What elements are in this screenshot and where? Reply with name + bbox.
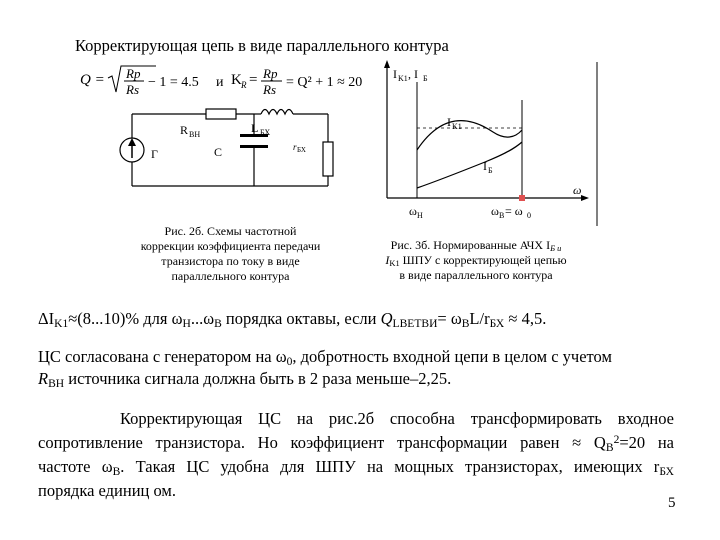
ik1-curve — [417, 121, 522, 150]
paragraph-matching-line-1: ЦС согласована с генератором на $\omega_0$, добротность входной цепи в целом с учетом — [38, 347, 612, 368]
c-plate-bottom — [240, 145, 268, 148]
y-axis-label: I — [393, 67, 397, 81]
ib-label: I — [483, 159, 487, 173]
l-bx-label: L — [251, 121, 259, 135]
figure-caption-left — [118, 224, 343, 284]
w0-point-marker — [519, 195, 525, 201]
source-icon — [120, 138, 144, 162]
r-vn-label: R — [180, 123, 189, 137]
slide-title: Корректирующая цепь в виде параллельного контура — [75, 36, 449, 55]
caption-left-line: Рис. 2б. Схемы частотной — [164, 224, 297, 238]
caption-left-line: параллельного контура — [171, 269, 290, 283]
q-k-formula — [78, 62, 378, 102]
ik1-sub: K1 — [452, 122, 462, 131]
afc-graph — [365, 58, 610, 228]
y-axis-sub1: K1 — [398, 74, 408, 83]
r-bx-resistor — [323, 142, 333, 176]
x-axis-arrow-icon — [581, 195, 589, 201]
formula-q-num: Rp — [126, 66, 141, 81]
caption-right-line-3: в виде параллельного контура — [399, 268, 553, 282]
source-label: Г — [151, 147, 158, 161]
wn-sub: Н — [417, 211, 423, 220]
formula-k-left: K — [231, 72, 242, 88]
y-axis-arrow-icon — [384, 60, 390, 68]
parallel-circuit-diagram — [118, 100, 340, 212]
formula-and: и — [216, 75, 224, 90]
caption-left-line: коррекции коэффициента передачи — [140, 239, 321, 253]
r-vn-resistor — [206, 109, 236, 119]
w0-sub: 0 — [527, 211, 531, 220]
ik1-label: I — [447, 115, 451, 129]
formula-k-den: Rs — [263, 82, 276, 97]
formula-q-den: Rs — [126, 82, 139, 97]
caption-left-line: транзистора по току в виде — [161, 254, 300, 268]
paragraph-transform-line-4: порядка единиц ом. — [38, 481, 176, 500]
wn-label: ω — [409, 204, 417, 218]
figure-caption-right — [352, 238, 600, 283]
c-label: C — [214, 145, 223, 159]
wb-sub: В — [499, 211, 505, 220]
formula-q-left: Q = — [80, 72, 105, 88]
ib-sub: Б — [488, 166, 493, 175]
page-number: 5 — [668, 495, 676, 511]
ib-curve — [417, 142, 522, 188]
caption-right-line-1: Рис. 3б. Нормированные АЧХ $I_{Б и}$ — [390, 238, 562, 254]
paragraph-transform-line-1: Корректирующая ЦС на рис.2б способна трансформировать входное — [120, 409, 674, 428]
paragraph-delta-ik1: $\Delta I_{K1}\approx(8...10)\%$ для $\omega_Н...\omega_В$ порядка октавы, если $Q_{LВЕТВИ}= \omega_ВL/r_{БХ} \approx 4,5$. — [38, 309, 547, 330]
formula-k-eq: = — [249, 72, 258, 88]
r-vn-sub: ВН — [189, 130, 201, 139]
formula-k-sub: R — [241, 80, 247, 90]
r-bx-sub: БХ — [297, 146, 306, 154]
x-axis-label: ω — [573, 183, 582, 197]
caption-right-line-2: $I_{K1}$ ШПУ с корректирующей цепью — [385, 253, 567, 269]
formula-q-tail: − 1 = 4.5 — [148, 75, 199, 90]
y-axis-sep: , I — [408, 67, 418, 81]
formula-k-tail: = Q² + 1 ≈ 20 — [286, 75, 363, 90]
l-bx-inductor — [261, 110, 293, 115]
paragraph-transform-line-2: сопротивление транзистора. Но коэффициент трансформации равен ≈ $Q_В^2=20$ на — [38, 433, 674, 454]
wb-eq: = ω — [505, 204, 523, 218]
r-bx-label: r — [293, 142, 297, 152]
formula-k-num: Rp — [263, 66, 278, 81]
wb-label: ω — [491, 204, 499, 218]
paragraph-transform-line-3: частоте $\omega_В$. Такая ЦС удобна для ШПУ на мощных транзисторах, имеющих $r_{БХ}$ — [38, 457, 674, 478]
l-bx-sub: БХ — [260, 128, 271, 137]
paragraph-matching-line-2: $R_{ВН}$ источника сигнала должна быть в 2 раза меньше–2,25. — [38, 369, 452, 390]
y-axis-sub2: Б — [423, 74, 428, 83]
